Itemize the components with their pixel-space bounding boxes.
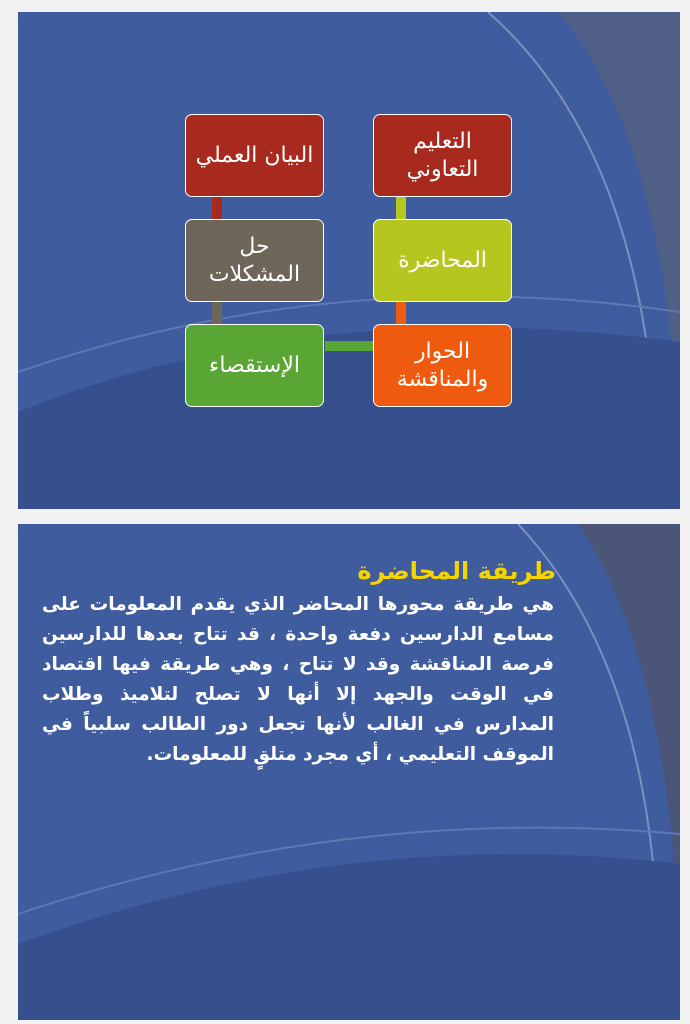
box-lecture-label: المحاضرة	[398, 247, 487, 273]
connector-demo-problem	[212, 197, 222, 219]
box-induction	[185, 324, 324, 407]
box-lecture	[373, 219, 512, 302]
box-cooperative-learning-label: التعليم التعاوني	[406, 128, 479, 182]
connector-coop-lecture	[396, 197, 406, 219]
slide-body-text: هي طريقة محورها المحاضر الذي يقدم المعلومات على مسامع الدارسين دفعة واحدة ، قد تتاح بعدها للدارسين فرصة المناقشة وقد لا تتاح ، وهي طريقة فيها اقتصاد في الوقت والجهد إلا أنها لا تصلح لتلاميذ وطلاب المدارس في الغالب لأنها تجعل دور الطالب سلبياً في الموقف التعليمي ، أي مجرد متلقٍ للمعلومات.	[42, 594, 554, 765]
box-dialogue-discussion	[373, 324, 512, 407]
box-dialogue-discussion-label: الحوار والمناقشة	[396, 338, 489, 392]
slide-teaching-methods-diagram	[18, 12, 680, 509]
box-problem-solving-label: حل المشكلات	[208, 233, 301, 287]
box-practical-demo-label: البيان العملي	[195, 142, 314, 168]
box-problem-solving	[185, 219, 324, 302]
connector-induction-dialogue	[325, 341, 373, 351]
connector-problem-induction	[212, 302, 222, 324]
box-practical-demo	[185, 114, 324, 197]
slide-background-arcs	[18, 12, 680, 509]
box-cooperative-learning	[373, 114, 512, 197]
slide-title: طريقة المحاضرة	[357, 557, 556, 585]
box-induction-label: الإستقصاء	[209, 352, 300, 378]
slide-lecture-method	[18, 524, 680, 1020]
connector-lecture-dialogue	[396, 302, 406, 324]
